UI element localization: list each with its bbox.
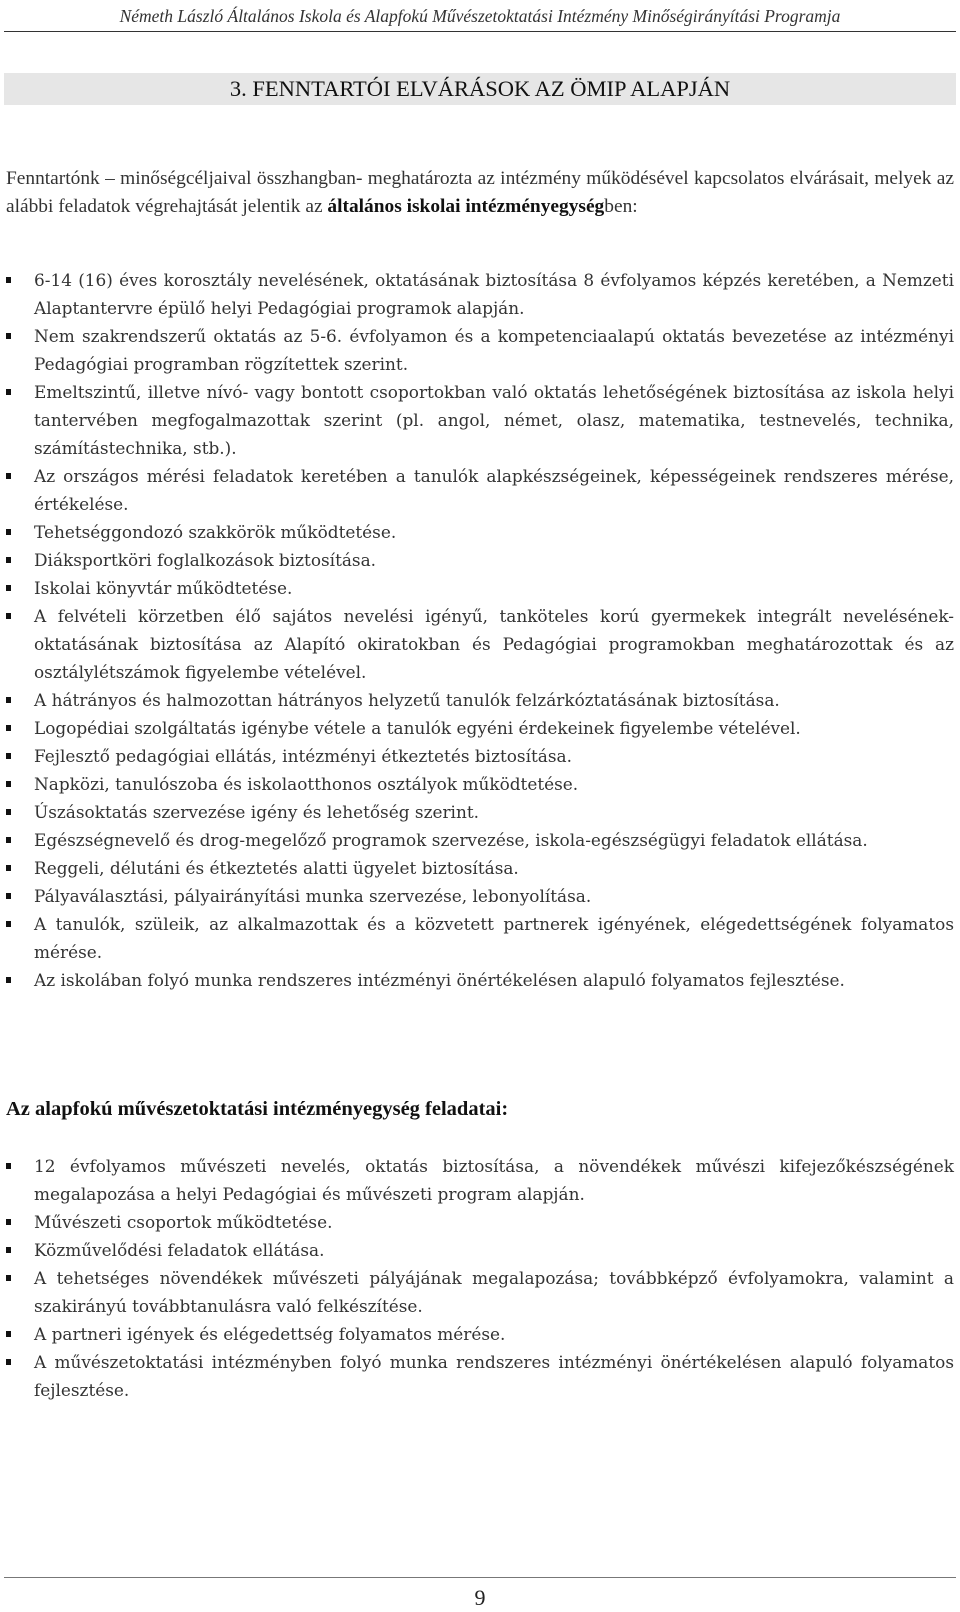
list-item: Tehetséggondozó szakkörök működtetése.	[6, 518, 954, 546]
list-item: Emeltszintű, illetve nívó- vagy bontott csoportokban való oktatás lehetőségének biztosítása az iskola helyi tantervében megfogalmazottak szerint (pl. angol, német, olasz, matematika, testnevelés, technika, számítástechnika, stb.).	[6, 378, 954, 462]
list-item: Úszásoktatás szervezése igény és lehetőség szerint.	[6, 798, 954, 826]
running-header: Németh László Általános Iskola és Alapfokú Művészetoktatási Intézmény Minőségirányítási Programja	[119, 6, 841, 26]
list-item: Pályaválasztási, pályairányítási munka szervezése, lebonyolítása.	[6, 882, 954, 910]
list-item: Fejlesztő pedagógiai ellátás, intézményi étkeztetés biztosítása.	[6, 742, 954, 770]
list-item: A hátrányos és halmozottan hátrányos helyzetű tanulók felzárkóztatásának biztosítása.	[6, 686, 954, 714]
list-item: A partneri igények és elégedettség folyamatos mérése.	[6, 1320, 954, 1348]
list-item: A művészetoktatási intézményben folyó munka rendszeres intézményi önértékelésen alapuló folyamatos fejlesztése.	[6, 1348, 954, 1404]
list-item: A tehetséges növendékek művészeti pályájának megalapozása; továbbképző évfolyamokra, valamint a szakirányú továbbtanulásra való felkészítése.	[6, 1264, 954, 1320]
list-item: Az iskolában folyó munka rendszeres intézményi önértékelésen alapuló folyamatos fejlesztése.	[6, 966, 954, 994]
page-number: 9	[474, 1585, 486, 1610]
list-item: A tanulók, szüleik, az alkalmazottak és a közvetett partnerek igényének, elégedettségének folyamatos mérése.	[6, 910, 954, 966]
list-item: 6-14 (16) éves korosztály nevelésének, oktatásának biztosítása 8 évfolyamos képzés keretében, a Nemzeti Alaptantervre épülő helyi Pedagógiai programok alapján.	[6, 266, 954, 322]
general-school-task-list	[6, 266, 954, 994]
art-school-heading: Az alapfokú művészetoktatási intézményegység feladatai:	[6, 1098, 509, 1120]
intro-text-before: Fenntartónk – minőségcéljaival összhangban- meghatározta az intézmény működésével kapcsolatos elvárásait, melyek az alábbi feladatok végrehajtását jelentik az	[6, 168, 954, 217]
list-item: Diáksportköri foglalkozások biztosítása.	[6, 546, 954, 574]
section-title: 3. FENNTARTÓI ELVÁRÁSOK AZ ÖMIP ALAPJÁN	[229, 76, 731, 101]
list-item: A felvételi körzetben élő sajátos nevelési igényű, tanköteles korú gyermekek integrált nevelésének-oktatásának biztosítása az Alapító okiratokban és Pedagógiai programokban meghatározottak és az osztálylétszámok figyelembe vételével.	[6, 602, 954, 686]
intro-text-after: ben:	[604, 196, 638, 217]
art-school-task-list	[6, 1152, 954, 1404]
list-item: Közművelődési feladatok ellátása.	[6, 1236, 954, 1264]
list-item: Nem szakrendszerű oktatás az 5-6. évfolyamon és a kompetenciaalapú oktatás bevezetése az intézményi Pedagógiai programban rögzítettek szerint.	[6, 322, 954, 378]
list-item: Napközi, tanulószoba és iskolaotthonos osztályok működtetése.	[6, 770, 954, 798]
list-item: Iskolai könyvtár működtetése.	[6, 574, 954, 602]
list-item: Művészeti csoportok működtetése.	[6, 1208, 954, 1236]
intro-bold-term: általános iskolai intézményegység	[327, 196, 605, 217]
list-item: 12 évfolyamos művészeti nevelés, oktatás biztosítása, a növendékek művészi kifejezőkészségének megalapozása a helyi Pedagógiai és művészeti program alapján.	[6, 1152, 954, 1208]
list-item: Logopédiai szolgáltatás igénybe vétele a tanulók egyéni érdekeinek figyelembe vételével.	[6, 714, 954, 742]
footer-rule	[4, 1577, 956, 1578]
list-item: Egészségnevelő és drog-megelőző programok szervezése, iskola-egészségügyi feladatok ellátása.	[6, 826, 954, 854]
header-rule	[4, 31, 956, 32]
list-item: Reggeli, délutáni és étkeztetés alatti ügyelet biztosítása.	[6, 854, 954, 882]
list-item: Az országos mérési feladatok keretében a tanulók alapkészségeinek, képességeinek rendszeres mérése, értékelése.	[6, 462, 954, 518]
intro-paragraph	[6, 165, 954, 221]
